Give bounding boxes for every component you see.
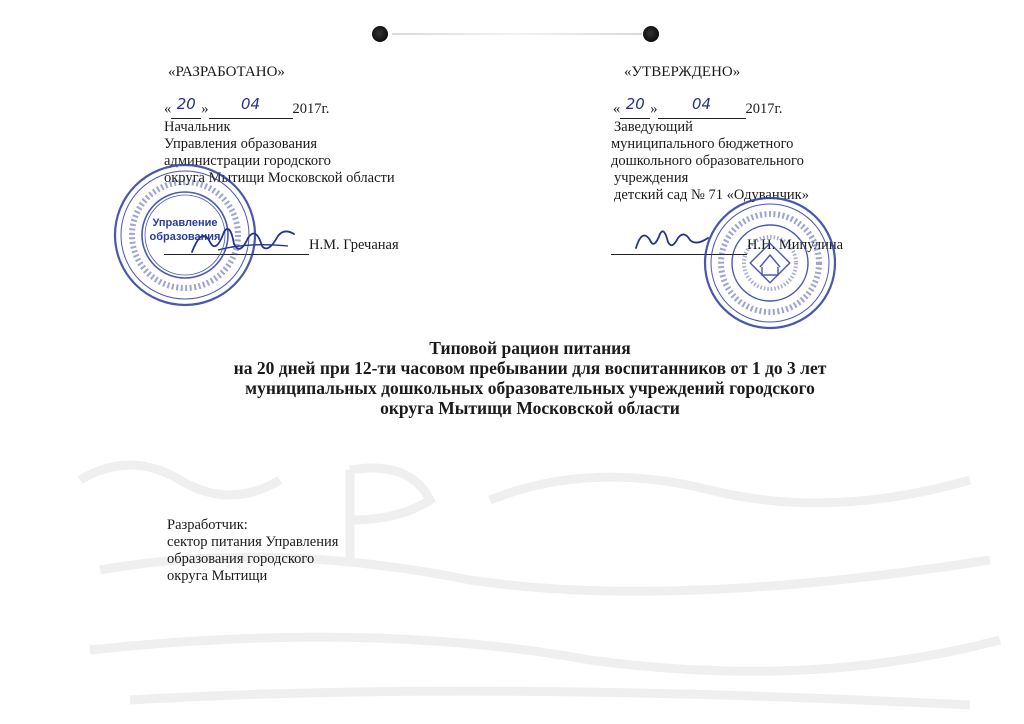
date-month-field (209, 95, 293, 119)
date-quote-open: « (613, 101, 621, 117)
stamp-center-line-1: Управление (152, 217, 218, 229)
date-month-handwritten: 04 (240, 95, 261, 113)
position-line-2: муниципального бюджетного (611, 136, 794, 152)
date-quote-close: » (201, 101, 209, 117)
position-line-3: дошкольного образовательного (611, 153, 804, 169)
developer-line-1: Разработчик: (167, 517, 248, 533)
round-stamp-right (702, 195, 838, 331)
handwritten-signature-left (188, 220, 298, 260)
document-title (120, 338, 940, 418)
position-line-5: детский сад № 71 «Одуванчик» (614, 187, 809, 203)
date-year: 2017г. (745, 101, 783, 117)
approval-heading-left: «РАЗРАБОТАНО» (168, 64, 285, 80)
developer-line-4: округа Мытищи (167, 568, 268, 584)
position-line-4: учреждения (614, 170, 689, 186)
date-line-right (613, 95, 783, 119)
title-line-2: на 20 дней при 12-ти часовом пребывании для воспитанников от 1 до 3 лет (233, 358, 827, 378)
title-line-4: округа Мытищи Московской области (380, 398, 680, 418)
date-day-handwritten: 20 (625, 95, 645, 113)
date-year: 2017г. (292, 101, 330, 117)
title-line-3: муниципальных дошкольных образовательных учреждений городского (245, 378, 815, 398)
developer-line-2: сектор питания Управления (167, 534, 339, 550)
punch-hole-right (643, 26, 659, 42)
position-line-2: Управления образования (164, 136, 318, 152)
punch-hole-left (372, 26, 388, 42)
date-quote-open: « (164, 101, 172, 117)
developer-line-3: образования городского (167, 551, 315, 567)
signatory-name-left: Н.М. Гречаная (309, 237, 399, 253)
signatory-name-right: Н.Н. Мипулина (747, 237, 844, 253)
date-day-handwritten: 20 (176, 95, 196, 113)
stamp-center-line-2: образования (149, 231, 221, 243)
punch-crease (392, 33, 642, 35)
position-line-3: администрации городского (164, 153, 331, 169)
date-quote-close: » (650, 101, 658, 117)
date-day-field (171, 95, 201, 119)
position-line-1: Заведующий (614, 119, 693, 135)
position-line-4: округа Мытищи Московской области (164, 170, 395, 186)
position-line-1: Начальник (164, 119, 231, 135)
date-month-handwritten: 04 (691, 95, 712, 113)
date-day-field (620, 95, 650, 119)
approval-heading-right: «УТВЕРЖДЕНО» (624, 64, 741, 80)
title-line-1: Типовой рацион питания (429, 338, 631, 358)
date-month-field (658, 95, 746, 119)
handwritten-signature-right (632, 220, 712, 256)
date-line-left (164, 95, 330, 119)
